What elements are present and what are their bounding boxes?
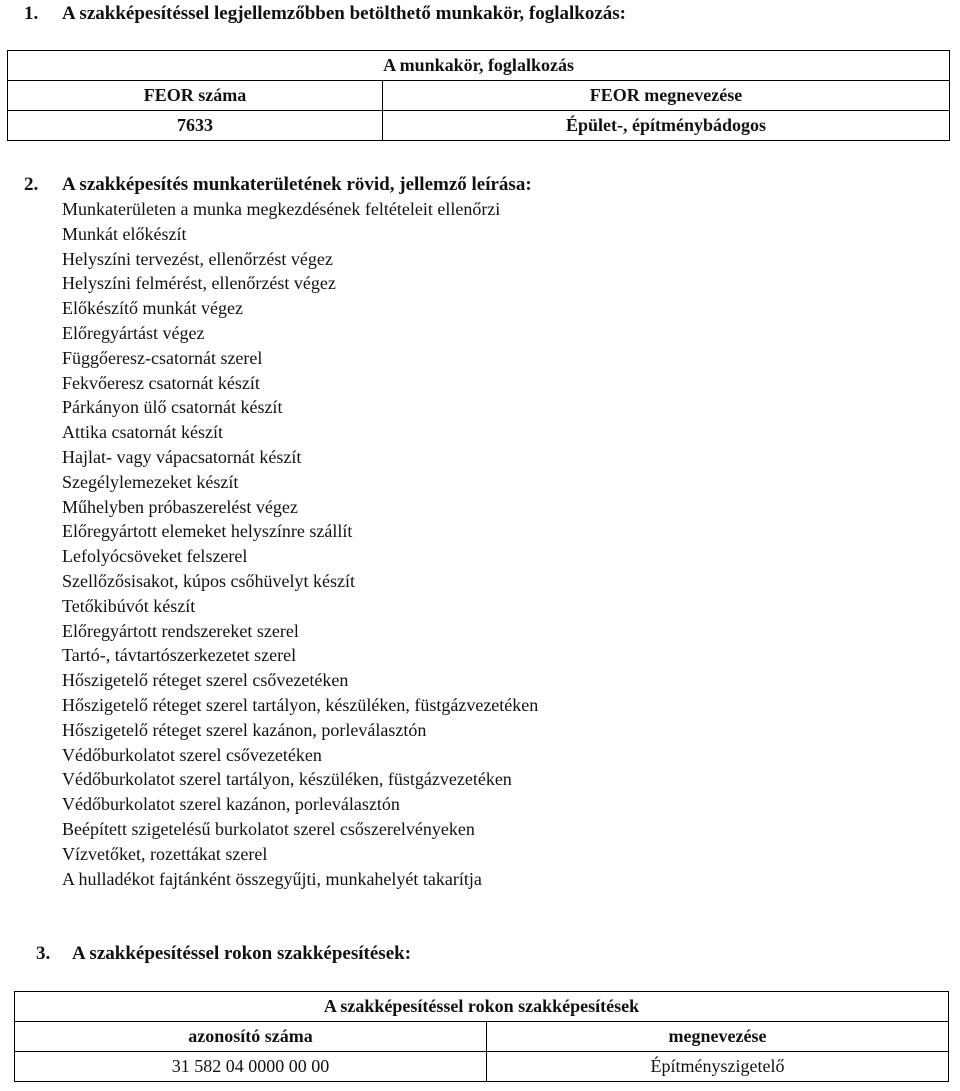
list-item: Lefolyócsöveket felszerel	[62, 546, 248, 567]
feor-table	[7, 50, 950, 141]
list-item: Műhelyben próbaszerelést végez	[62, 496, 298, 517]
list-item: Attika csatornát készít	[62, 422, 223, 443]
list-item: Helyszíni tervezést, ellenőrzést végez	[62, 248, 333, 269]
related-table-caption-row	[15, 992, 949, 1022]
section1-heading	[24, 3, 626, 25]
list-item: Párkányon ülő csatornát készít	[62, 397, 283, 418]
list-item: Előkészítő munkát végez	[62, 298, 243, 319]
list-item: Hőszigetelő réteget szerel kazánon, porleválasztón	[62, 719, 427, 740]
feor-name-header: FEOR megnevezése	[383, 81, 950, 111]
list-item: Helyszíni felmérést, ellenőrzést végez	[62, 273, 336, 294]
section3-number: 3.	[36, 943, 51, 964]
feor-code-header: FEOR száma	[8, 81, 383, 111]
section1-number: 1.	[24, 3, 39, 24]
list-item: Védőburkolatot szerel csővezetéken	[62, 744, 322, 765]
list-item: Hajlat- vagy vápacsatornát készít	[62, 446, 302, 467]
list-item: Védőburkolatot szerel kazánon, porleválasztón	[62, 794, 400, 815]
related-table-caption: A szakképesítéssel rokon szakképesítések	[15, 992, 949, 1022]
list-item: Előregyártást végez	[62, 322, 205, 343]
list-item: Szegélylemezeket készít	[62, 471, 239, 492]
list-item: Hőszigetelő réteget szerel tartályon, készüléken, füstgázvezetéken	[62, 694, 539, 715]
feor-table-caption-row	[8, 51, 950, 81]
section3-title: A szakképesítéssel rokon szakképesítések:	[72, 943, 412, 964]
table-row	[8, 111, 950, 141]
list-item: Szellőzősisakot, kúpos csőhüvelyt készít	[62, 570, 355, 591]
table-row	[15, 1052, 949, 1082]
list-item: Tetőkibúvót készít	[62, 595, 196, 616]
list-item: Vízvetőket, rozettákat szerel	[62, 843, 268, 864]
related-qualifications-table	[14, 991, 949, 1082]
section2-heading	[24, 174, 532, 196]
section3-heading	[36, 943, 411, 965]
section1-title: A szakképesítéssel legjellemzőbben betölthető munkakör, foglalkozás:	[62, 3, 627, 24]
list-item: Fekvőeresz csatornát készít	[62, 372, 260, 393]
list-item: Függőeresz-csatornát szerel	[62, 347, 263, 368]
feor-name-cell: Épület-, építménybádogos	[383, 111, 950, 141]
section2-title: A szakképesítés munkaterületének rövid, jellemző leírása:	[62, 174, 532, 195]
feor-table-header-row	[8, 81, 950, 111]
list-item: Munkaterületen a munka megkezdésének feltételeit ellenőrzi	[62, 199, 501, 219]
list-item: Előregyártott rendszereket szerel	[62, 620, 299, 641]
list-item: Tartó-, távtartószerkezetet szerel	[62, 645, 297, 666]
related-table-header-row	[15, 1022, 949, 1052]
duties-list	[62, 197, 538, 891]
feor-table-caption: A munkakör, foglalkozás	[8, 51, 950, 81]
list-item: Beépített szigetelésű burkolatot szerel csőszerelvényeken	[62, 818, 475, 839]
related-code-cell: 31 582 04 0000 00 00	[15, 1052, 487, 1082]
section2-number: 2.	[24, 174, 39, 195]
list-item: Munkát előkészít	[62, 223, 187, 244]
list-item: Hőszigetelő réteget szerel csővezetéken	[62, 670, 349, 691]
related-name-cell: Építményszigetelő	[487, 1052, 949, 1082]
list-item: Védőburkolatot szerel tartályon, készüléken, füstgázvezetéken	[62, 769, 512, 790]
list-item: Előregyártott elemeket helyszínre szállít	[62, 521, 353, 542]
related-code-header: azonosító száma	[15, 1022, 487, 1052]
feor-code-cell: 7633	[8, 111, 383, 141]
list-item: A hulladékot fajtánként összegyűjti, munkahelyét takarítja	[62, 868, 482, 889]
related-name-header: megnevezése	[487, 1022, 949, 1052]
